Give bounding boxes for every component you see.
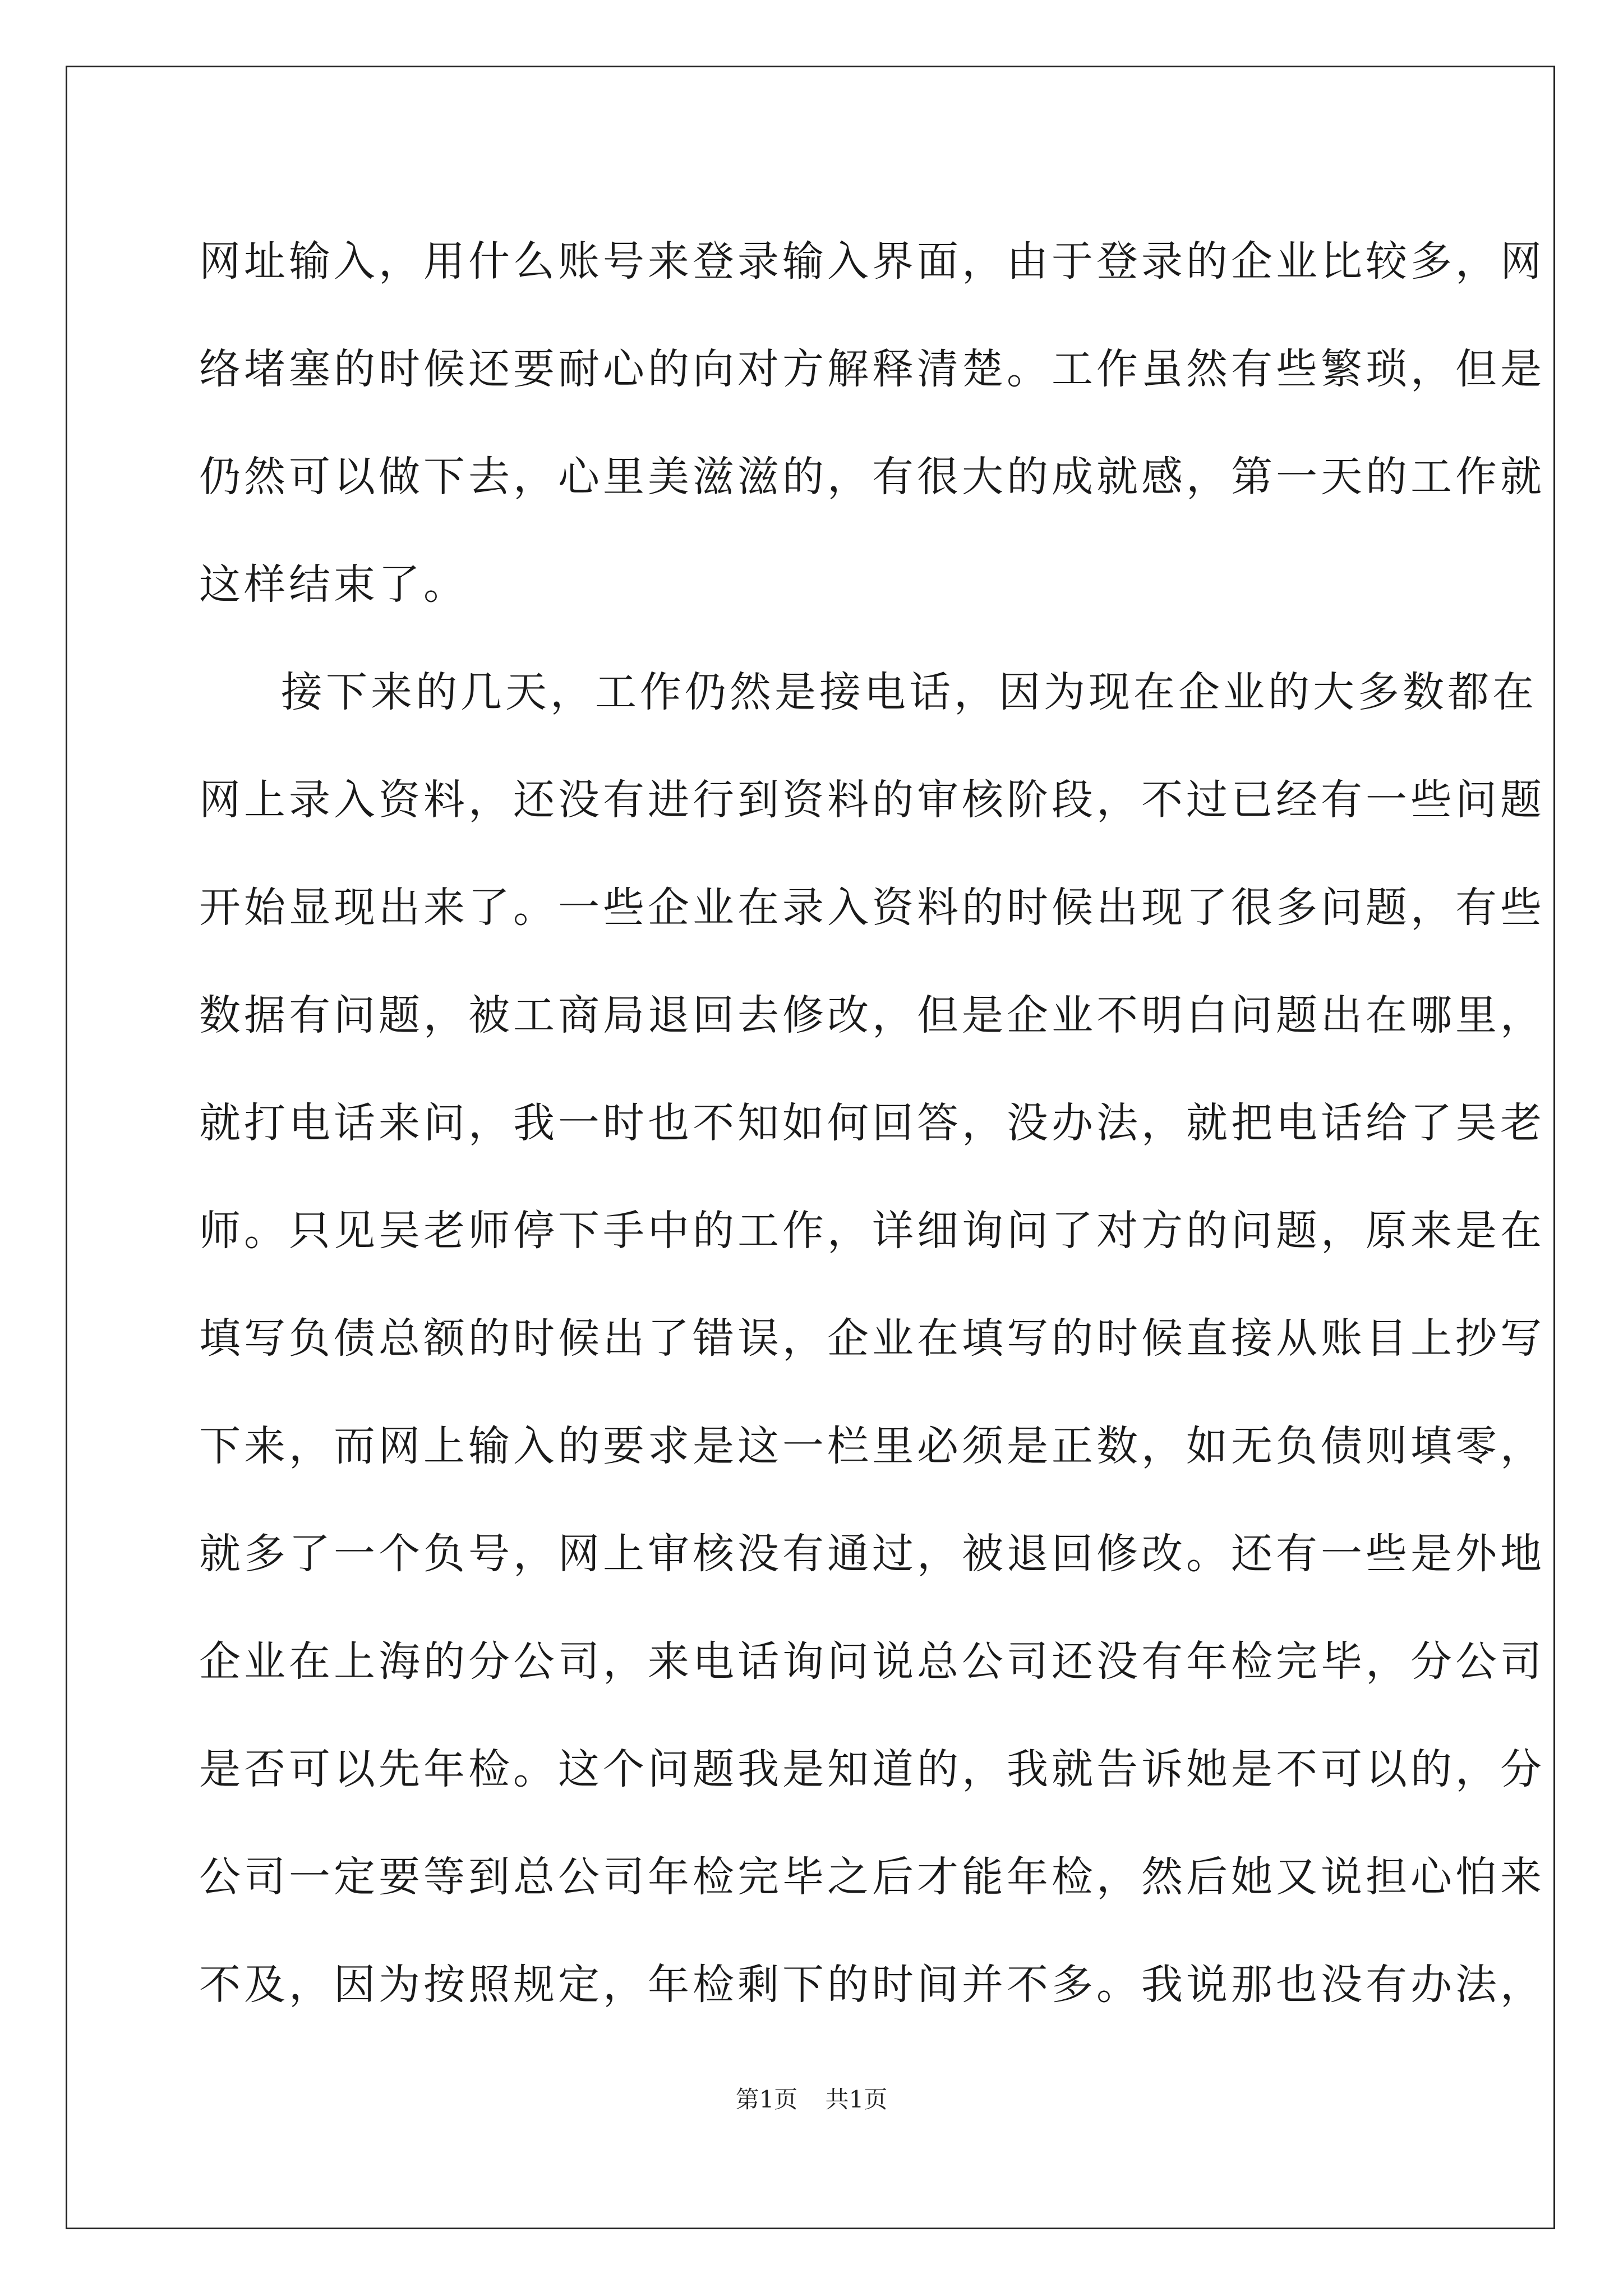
text-line: 接下来的几天，工作仍然是接电话，因为现在企业的大多数都在 — [281, 668, 1537, 716]
page-footer — [0, 2081, 1623, 2115]
text-line: 仍然可以做下去，心里美滋滋的，有很大的成就感，第一天的工作就 — [199, 453, 1545, 501]
text-line: 网上录入资料，还没有进行到资料的审核阶段，不过已经有一些问题 — [199, 776, 1545, 824]
text-line: 这样结束了。 — [199, 560, 468, 609]
text-line: 是否可以先年检。这个问题我是知道的，我就告诉她是不可以的，分 — [199, 1745, 1545, 1793]
text-line: 网址输入，用什么账号来登录输入界面，由于登录的企业比较多，网 — [199, 237, 1545, 286]
text-line: 下来，而网上输入的要求是这一栏里必须是正数，如无负债则填零， — [199, 1422, 1545, 1470]
paragraph-1 — [199, 208, 1545, 638]
page-number: 第1页 — [735, 2086, 798, 2113]
paragraph-2 — [199, 638, 1545, 2039]
text-line: 就打电话来问，我一时也不知如何回答，没办法，就把电话给了吴老 — [199, 1099, 1545, 1147]
text-line: 就多了一个负号，网上审核没有通过，被退回修改。还有一些是外地 — [199, 1530, 1545, 1578]
document-body — [199, 208, 1545, 2039]
text-line: 开始显现出来了。一些企业在录入资料的时候出现了很多问题，有些 — [199, 884, 1545, 932]
text-line: 不及，因为按照规定，年检剩下的时间并不多。我说那也没有办法， — [199, 1961, 1545, 2009]
text-line: 络堵塞的时候还要耐心的向对方解释清楚。工作虽然有些繁琐，但是 — [199, 345, 1545, 393]
page-total: 共1页 — [825, 2086, 888, 2113]
text-line: 填写负债总额的时候出了错误，企业在填写的时候直接从账目上抄写 — [199, 1314, 1545, 1363]
text-line: 师。只见吴老师停下手中的工作，详细询问了对方的问题，原来是在 — [199, 1207, 1545, 1255]
text-line: 公司一定要等到总公司年检完毕之后才能年检，然后她又说担心怕来 — [199, 1853, 1545, 1901]
text-line: 企业在上海的分公司，来电话询问说总公司还没有年检完毕，分公司 — [199, 1637, 1545, 1686]
text-line: 数据有问题，被工商局退回去修改，但是企业不明白问题出在哪里， — [199, 991, 1545, 1039]
